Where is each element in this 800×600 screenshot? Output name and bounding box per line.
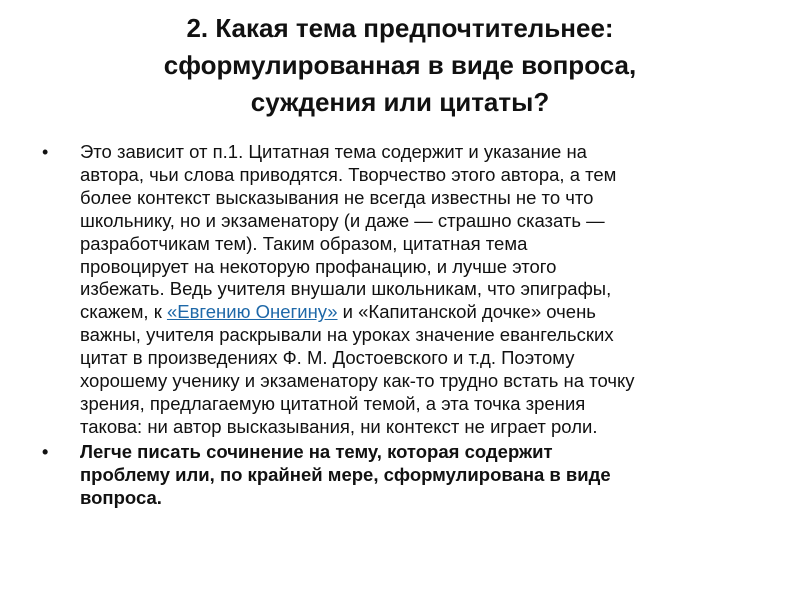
bullet-1-line-9: важны, учителя раскрывали на уроках значение евангельских (80, 324, 614, 346)
bullet-1-line-13: такова: ни автор высказывания, ни контекст не играет роли. (80, 415, 598, 437)
bullet-1-line-7: избежать. Ведь учителя внушали школьникам, что эпиграфы, (80, 278, 612, 300)
slide-title (60, 10, 740, 121)
bullet-2-line-2: проблему или, по крайней мере, сформулирована в виде (80, 463, 611, 485)
bullet-item-2 (42, 441, 772, 510)
bullet-1-line-1: Это зависит от п.1. Цитатная тема содержит и указание на (80, 141, 587, 162)
bullet-2-line-3: вопроса. (80, 486, 162, 508)
bullet-1-line-4: школьнику, но и экзаменатору (и даже — страшно сказать — (80, 209, 605, 231)
bullet-list (42, 141, 772, 510)
line-8-text-after: и «Капитанской дочке» очень (337, 301, 596, 323)
bullet-1-line-3: более контекст высказывания не всегда известны не то что (80, 186, 594, 208)
bullet-1-line-5: разработчикам тем). Таким образом, цитатная тема (80, 232, 528, 254)
bullet-marker: • (42, 142, 49, 162)
line-8-text-before: скажем, к (80, 301, 167, 323)
title-line-1: 2. Какая тема предпочтительнее: (186, 13, 614, 43)
bullet-item-1 (42, 141, 772, 439)
bullet-1-line-10: цитат в произведениях Ф. М. Достоевского и т.д. Поэтому (80, 347, 575, 369)
bullet-1-line-6: провоцирует на некоторую профанацию, и лучше этого (80, 255, 557, 277)
bullet-1-line-12: зрения, предлагаемую цитатной темой, а эта точка зрения (80, 392, 586, 414)
bullet-1-line-11: хорошему ученику и экзаменатору как-то трудно встать на точку (80, 370, 635, 392)
bullet-1-line-2: автора, чьи слова приводятся. Творчество этого автора, а тем (80, 163, 617, 185)
title-line-3: суждения или цитаты? (250, 87, 550, 117)
bullet-1-line-8 (80, 301, 772, 324)
title-line-2: сформулированная в виде вопроса, (163, 50, 637, 80)
bullet-marker: • (42, 441, 49, 462)
bullet-2-line-1: Легче писать сочинение на тему, которая содержит (80, 440, 553, 462)
evgeniy-onegin-link[interactable]: «Евгению Онегину» (166, 301, 338, 323)
